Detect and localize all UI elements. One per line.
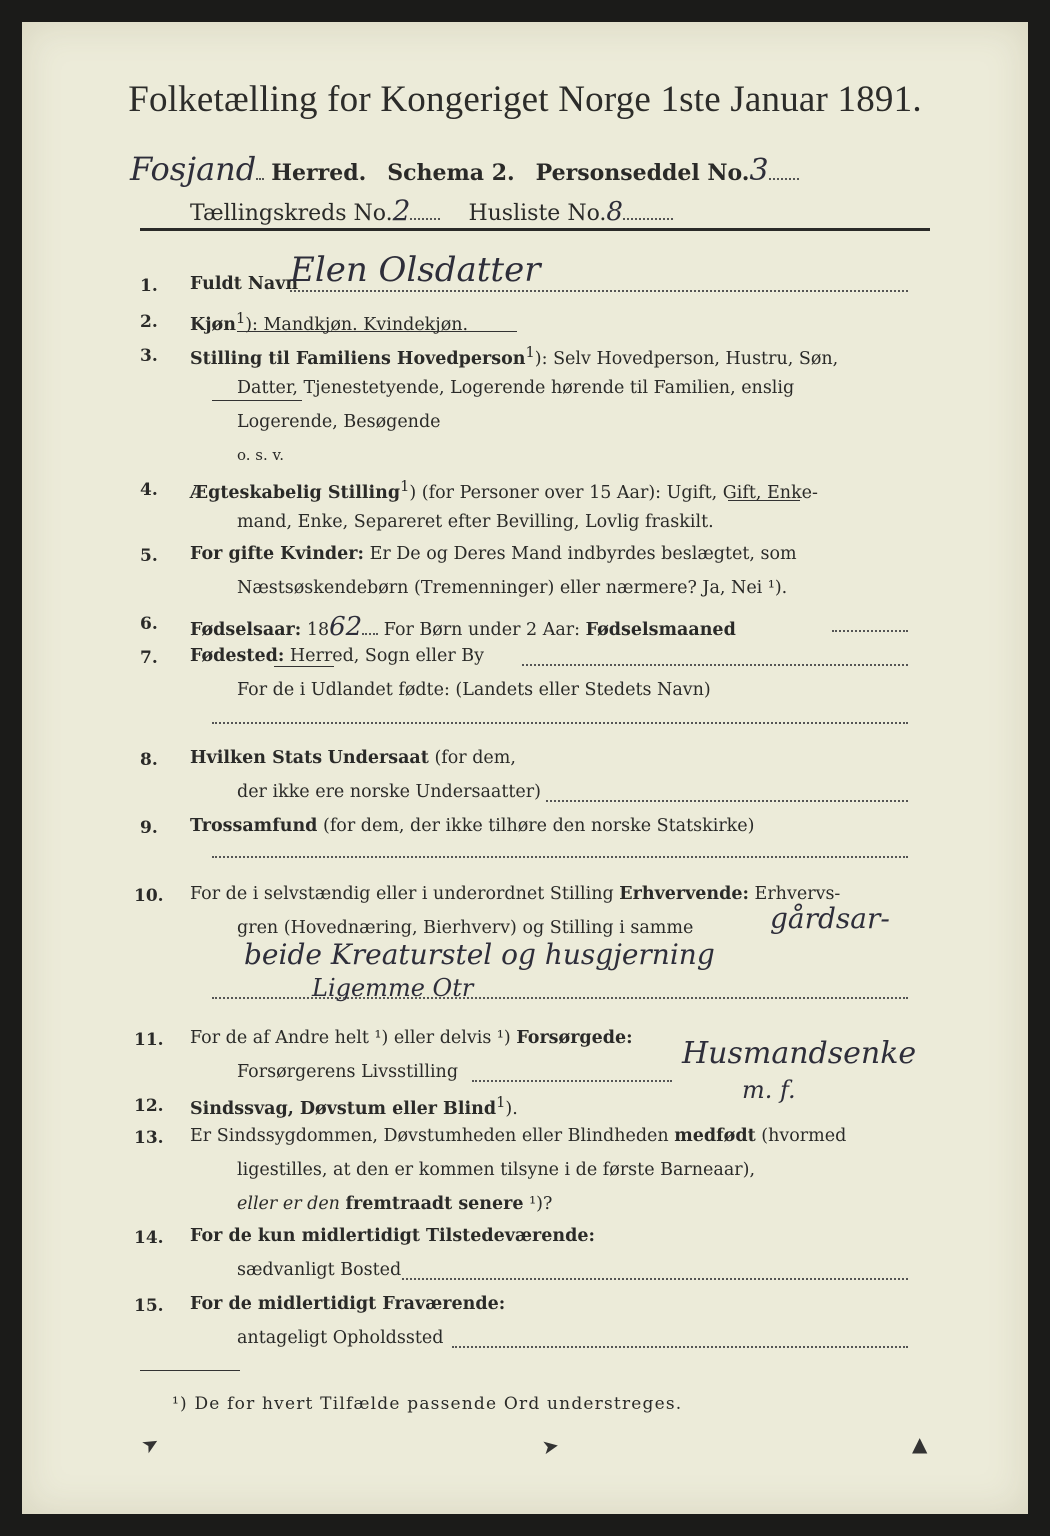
q4-line2: mand, Enke, Separeret efter Bevilling, Lovlig fraskilt. xyxy=(237,512,714,532)
herred-line xyxy=(130,150,799,188)
q10-dotline xyxy=(212,997,908,999)
q14-label: For de kun midlertidigt Tilstedeværende: xyxy=(190,1226,595,1246)
q4-number: 4. xyxy=(140,480,158,500)
footnote: ¹) De for hvert Tilfælde passende Ord understreges. xyxy=(172,1394,683,1414)
q10-text1a: For de i selvstændig eller i underordnet Stilling xyxy=(190,884,614,904)
q7-line2: For de i Udlandet fødte: (Landets eller Stedets Navn) xyxy=(237,680,711,700)
q3-label: Stilling til Familiens Hovedperson xyxy=(190,348,526,369)
q1-label: Fuldt Navn xyxy=(190,274,299,294)
q10-line1 xyxy=(190,884,840,904)
registration-mark-center: ➤ xyxy=(540,1432,561,1460)
q4-ugift-underline xyxy=(728,500,800,501)
q11-value2: m. f. xyxy=(742,1076,796,1104)
q8-label2: Undersaat xyxy=(327,748,429,768)
q13-number: 13. xyxy=(134,1128,164,1148)
q5-label: For gifte Kvinder: xyxy=(190,544,364,564)
q6-line xyxy=(190,612,736,642)
q5-number: 5. xyxy=(140,546,158,566)
q2-underline xyxy=(237,331,517,332)
q6-year-value: 62 xyxy=(329,612,363,642)
q10-text1b: Erhvervs- xyxy=(754,884,841,904)
form-title: Folketælling for Kongeriget Norge 1ste Januar 1891. xyxy=(128,79,922,120)
q13-label: medfødt xyxy=(674,1126,756,1146)
q8-text1: (for dem, xyxy=(434,748,516,768)
q4-line1: Ægteskabelig Stilling$^1$) (for Personer over 15 Aar): Ugift, Gift, Enke- xyxy=(190,478,818,503)
q10-line2: gren (Hovednæring, Bierhverv) og Stilling i samme xyxy=(237,918,694,938)
kreds-label: Tællingskreds No. xyxy=(190,201,393,226)
q10-value1: gårdsar- xyxy=(770,902,890,935)
q3-datter-underline xyxy=(212,400,302,401)
q12-text: ). xyxy=(505,1098,518,1119)
personseddel-label: Personseddel No. xyxy=(535,160,750,186)
q1-dotline xyxy=(290,290,908,292)
q12-label: Sindssvag, Døvstum eller Blind xyxy=(190,1098,497,1119)
q6-prefix: 18 xyxy=(306,620,330,640)
q3-text1: ): Selv Hovedperson, Hustru, Søn, xyxy=(534,348,839,369)
q9-line xyxy=(190,816,754,836)
q15-line2: antageligt Opholdssted xyxy=(237,1328,444,1348)
q13-text3a: eller er den xyxy=(237,1194,340,1214)
q13-line2: ligestilles, at den er kommen tilsyne i de første Barneaar), xyxy=(237,1160,756,1180)
q2-sup: 1 xyxy=(235,310,246,327)
q13-text1a: Er Sindssygdommen, Døvstumheden eller Blindheden xyxy=(190,1126,669,1146)
q15-number: 15. xyxy=(134,1296,164,1316)
q3-sup: 1 xyxy=(525,344,535,361)
q5-line2: Næstsøskendebørn (Tremenninger) eller nærmere? Ja, Nei ¹). xyxy=(237,578,788,598)
q7-dotline xyxy=(522,664,908,666)
q15-label: For de midlertidigt Fraværende: xyxy=(190,1294,506,1314)
q6-number: 6. xyxy=(140,614,158,634)
q7-label: Fødested: xyxy=(190,646,285,666)
registration-mark-right: ▲ xyxy=(912,1432,928,1456)
q3-line2: Datter, Tjenestetyende, Logerende hørende til Familien, enslig xyxy=(237,378,795,398)
q10-number: 10. xyxy=(134,886,164,906)
q5-text1: Er De og Deres Mand indbyrdes beslægtet, som xyxy=(369,544,797,564)
q14-number: 14. xyxy=(134,1228,164,1248)
q3-line4: o. s. v. xyxy=(237,446,284,464)
q7-text: Herred, Sogn eller By xyxy=(289,646,485,666)
header-rule xyxy=(140,228,930,231)
q4-text1: ) (for Personer over 15 Aar): Ugift, Gift, Enke- xyxy=(409,482,818,503)
q11-number: 11. xyxy=(134,1030,164,1050)
q7-herred-underline xyxy=(274,666,334,667)
q3-number: 3. xyxy=(140,346,158,366)
q13-line1 xyxy=(190,1126,846,1146)
q1-name-value: Elen Olsdatter xyxy=(290,250,541,290)
q13-line3 xyxy=(237,1194,552,1214)
q7-line1 xyxy=(190,646,484,666)
personseddel-value: 3 xyxy=(749,153,769,188)
q8-line1 xyxy=(190,748,516,768)
registration-mark-left: ➤ xyxy=(137,1429,164,1459)
q8-dotline xyxy=(546,800,908,802)
q9-label: Trossamfund xyxy=(190,816,318,836)
q13-text3b: ¹)? xyxy=(529,1194,553,1214)
kreds-value: 2 xyxy=(392,194,411,227)
herred-value: Fosjand xyxy=(130,150,257,188)
q8-number: 8. xyxy=(140,750,158,770)
q12-line: Sindssvag, Døvstum eller Blind$^1$). xyxy=(190,1094,518,1119)
q11-value1: Husmandsenke xyxy=(682,1036,917,1071)
q13-label3: fremtraadt senere xyxy=(345,1194,524,1214)
q14-dotline xyxy=(402,1278,908,1280)
q2-label: Kjøn xyxy=(190,314,236,335)
q4-label: Ægteskabelig Stilling xyxy=(190,482,401,503)
q8-line2: der ikke ere norske Undersaatter) xyxy=(237,782,541,802)
kreds-line xyxy=(190,194,673,227)
husliste-value: 8 xyxy=(606,197,623,227)
q7-dotline2 xyxy=(212,722,908,724)
q5-line1 xyxy=(190,544,797,564)
q11-dotline xyxy=(472,1080,672,1082)
q2-number: 2. xyxy=(140,312,158,332)
q12-number: 12. xyxy=(134,1096,164,1116)
q11-label: Forsørgede: xyxy=(516,1028,633,1048)
q3-line3: Logerende, Besøgende xyxy=(237,412,441,432)
footnote-rule xyxy=(140,1370,240,1371)
q11-line1 xyxy=(190,1028,633,1048)
q15-dotline xyxy=(452,1346,908,1348)
q2-options: ): Mandkjøn. Kvindekjøn. xyxy=(245,314,469,335)
husliste-label: Husliste No. xyxy=(468,201,607,226)
q11-line2: Forsørgerens Livsstilling xyxy=(237,1062,459,1082)
schema-label: Schema 2. xyxy=(387,160,515,186)
q8-label: Hvilken Stats xyxy=(190,748,323,768)
q3-line1 xyxy=(190,344,838,369)
q9-text: (for dem, der ikke tilhøre den norske Statskirke) xyxy=(323,816,755,836)
q1-number: 1. xyxy=(140,276,158,296)
q7-number: 7. xyxy=(140,648,158,668)
herred-label: Herred. xyxy=(271,160,367,186)
q6-label2: Fødselsmaaned xyxy=(585,620,736,640)
q10-value2: beide Kreaturstel og husgjerning xyxy=(244,938,715,971)
q13-text1b: (hvormed xyxy=(761,1126,847,1146)
q6-dotline xyxy=(832,630,908,632)
q9-dotline xyxy=(212,856,908,858)
q10-label: Erhvervende: xyxy=(619,884,749,904)
census-form-sheet xyxy=(22,22,1028,1514)
q9-number: 9. xyxy=(140,818,158,838)
q10-value3: Ligemme Otr xyxy=(312,974,474,1002)
q14-line2: sædvanligt Bosted xyxy=(237,1260,402,1280)
q11-text1: For de af Andre helt ¹) eller delvis ¹) xyxy=(190,1028,511,1048)
q6-label: Fødselsaar: xyxy=(190,620,302,640)
q6-text: For Børn under 2 Aar: xyxy=(383,620,581,640)
